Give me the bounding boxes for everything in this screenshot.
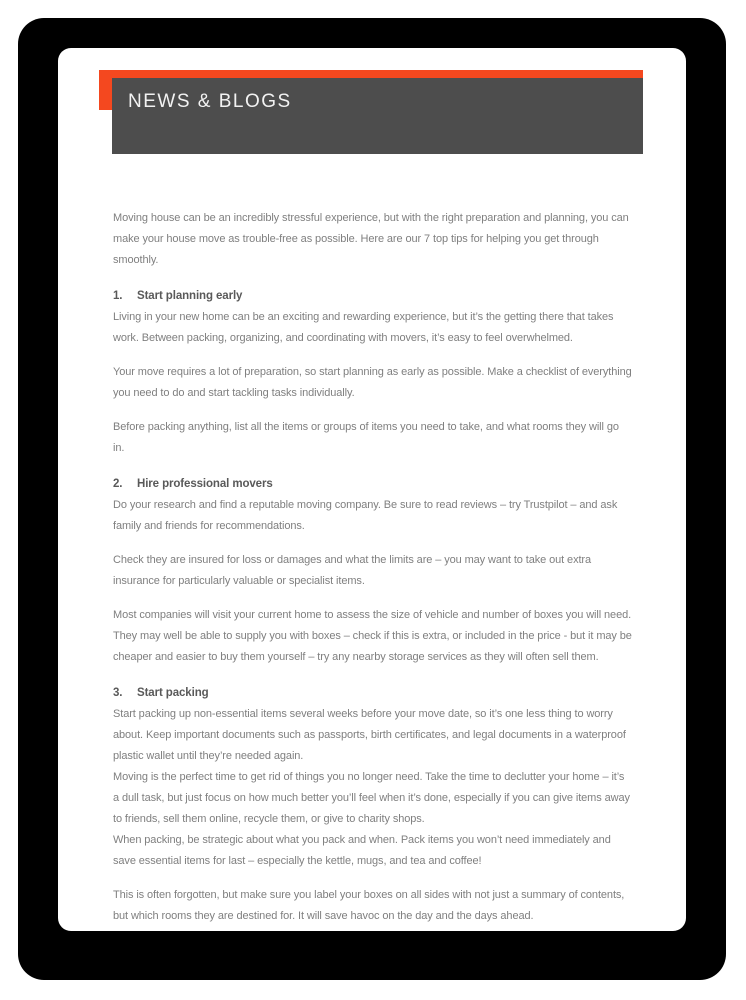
paragraph: Your move requires a lot of preparation, so start planning as early as possible. Make a checklist of everything you need to do and start tackling tasks individually. <box>113 366 632 399</box>
paragraph: Start packing up non-essential items several weeks before your move date, so it’s one less thing to worry about. Keep important documents such as passports, birth certificates, and legal documents in a waterproof plastic wallet until they’re needed again. <box>113 708 626 762</box>
section-title: Hire professional movers <box>137 478 273 490</box>
paragraph: Moving is the perfect time to get rid of things you no longer need. Take the time to declutter your home – it’s a dull task, but just focus on how much better you’ll feel when it’s done, especially if you can give items away to friends, sell them online, recycle them, or give to charity shops. <box>113 771 630 825</box>
section-title: Start packing <box>137 687 209 699</box>
intro-paragraph: Moving house can be an incredibly stressful experience, but with the right preparation and planning, you can make your house move as trouble-free as possible. Here are our 7 top tips for helping you get through smoothly. <box>113 212 629 266</box>
section-title: Start planning early <box>137 290 243 302</box>
paragraph: This is often forgotten, but make sure you label your boxes on all sides with not just a summary of contents, but which rooms they are destined for. It will save havoc on the day and the days ahead. <box>113 889 625 922</box>
section-heading-1 <box>113 286 633 307</box>
header-banner <box>99 70 643 154</box>
section-heading-2 <box>113 474 633 495</box>
section-number: 3. <box>113 687 123 699</box>
paragraph: Do your research and find a reputable moving company. Be sure to read reviews – try Trustpilot – and ask family and friends for recommendations. <box>113 499 618 532</box>
title-banner <box>112 78 643 154</box>
document-page <box>58 48 686 931</box>
section-heading-3 <box>113 683 633 704</box>
article-body <box>113 208 633 927</box>
section-number: 1. <box>113 290 123 302</box>
paragraph: Before packing anything, list all the items or groups of items you need to take, and what rooms they will go in. <box>113 421 619 454</box>
page-title: NEWS & BLOGS <box>128 91 292 112</box>
paragraph: Most companies will visit your current home to assess the size of vehicle and number of boxes you will need. They may well be able to supply you with boxes – check if this is extra, or included in the price - but it may be cheaper and easier to buy them yourself – try any nearby storage services as they will often sell them. <box>113 609 632 663</box>
paragraph: Check they are insured for loss or damages and what the limits are – you may want to take out extra insurance for particularly valuable or specialist items. <box>113 554 592 587</box>
paragraph: When packing, be strategic about what you pack and when. Pack items you won’t need immediately and save essential items for last – especially the kettle, mugs, and tea and coffee! <box>113 834 611 867</box>
paragraph: Living in your new home can be an exciting and rewarding experience, but it’s the getting there that takes work. Between packing, organizing, and coordinating with movers, it’s easy to feel overwhelmed. <box>113 311 614 344</box>
section-number: 2. <box>113 478 123 490</box>
